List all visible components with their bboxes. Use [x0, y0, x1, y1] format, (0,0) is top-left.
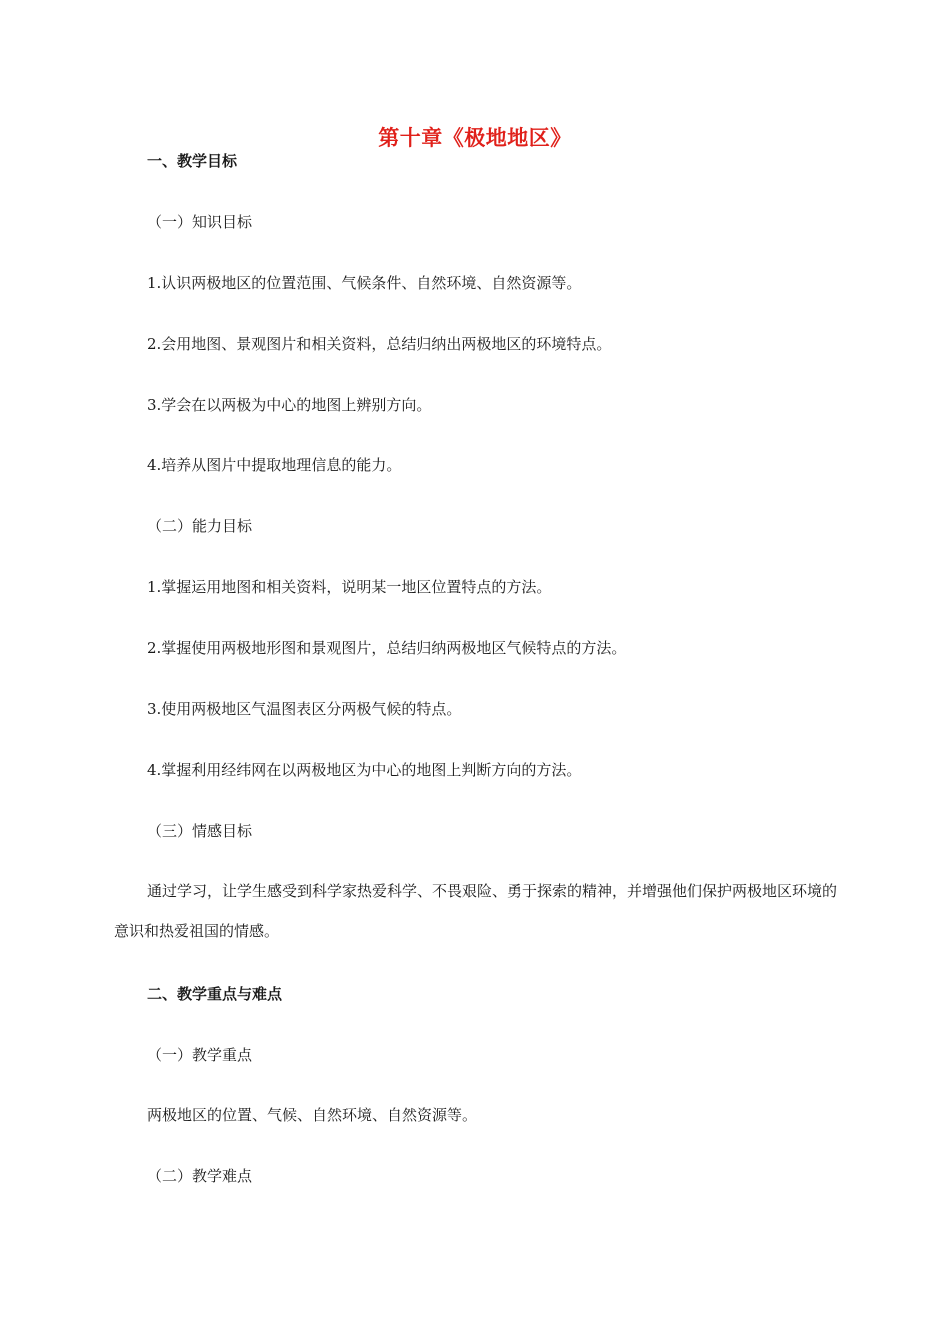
- subheading-knowledge-goals: （一）知识目标: [147, 213, 253, 231]
- ability-goal-item: 4.掌握利用经纬网在以两极地区为中心的地图上判断方向的方法。: [147, 761, 582, 779]
- subheading-teaching-difficulty: （二）教学难点: [147, 1167, 253, 1185]
- ability-goal-item: 2.掌握使用两极地形图和景观图片，总结归纳两极地区气候特点的方法。: [147, 639, 627, 657]
- document-title: 第十章《极地地区》: [378, 126, 572, 150]
- knowledge-goal-item: 3.学会在以两极为中心的地图上辨别方向。: [147, 396, 432, 414]
- subheading-teaching-focus: （一）教学重点: [147, 1046, 253, 1064]
- emotion-goal-paragraph: 通过学习，让学生感受到科学家热爱科学、不畏艰险、勇于探索的精神，并增强他们保护两极地区环境的意识和热爱祖国的情感。: [114, 882, 838, 940]
- subheading-emotion-goals: （三）情感目标: [147, 822, 253, 840]
- section-heading-key-points: 二、教学重点与难点: [147, 985, 283, 1003]
- knowledge-goal-item: 2.会用地图、景观图片和相关资料，总结归纳出两极地区的环境特点。: [147, 335, 612, 353]
- section-heading-teaching-goals: 一、教学目标: [147, 152, 238, 170]
- subheading-ability-goals: （二）能力目标: [147, 517, 253, 535]
- ability-goal-item: 3.使用两极地区气温图表区分两极气候的特点。: [147, 700, 462, 718]
- knowledge-goal-item: 1.认识两极地区的位置范围、气候条件、自然环境、自然资源等。: [147, 274, 582, 292]
- teaching-focus-text: 两极地区的位置、气候、自然环境、自然资源等。: [147, 1106, 478, 1124]
- knowledge-goal-item: 4.培养从图片中提取地理信息的能力。: [147, 456, 402, 474]
- ability-goal-item: 1.掌握运用地图和相关资料，说明某一地区位置特点的方法。: [147, 578, 552, 596]
